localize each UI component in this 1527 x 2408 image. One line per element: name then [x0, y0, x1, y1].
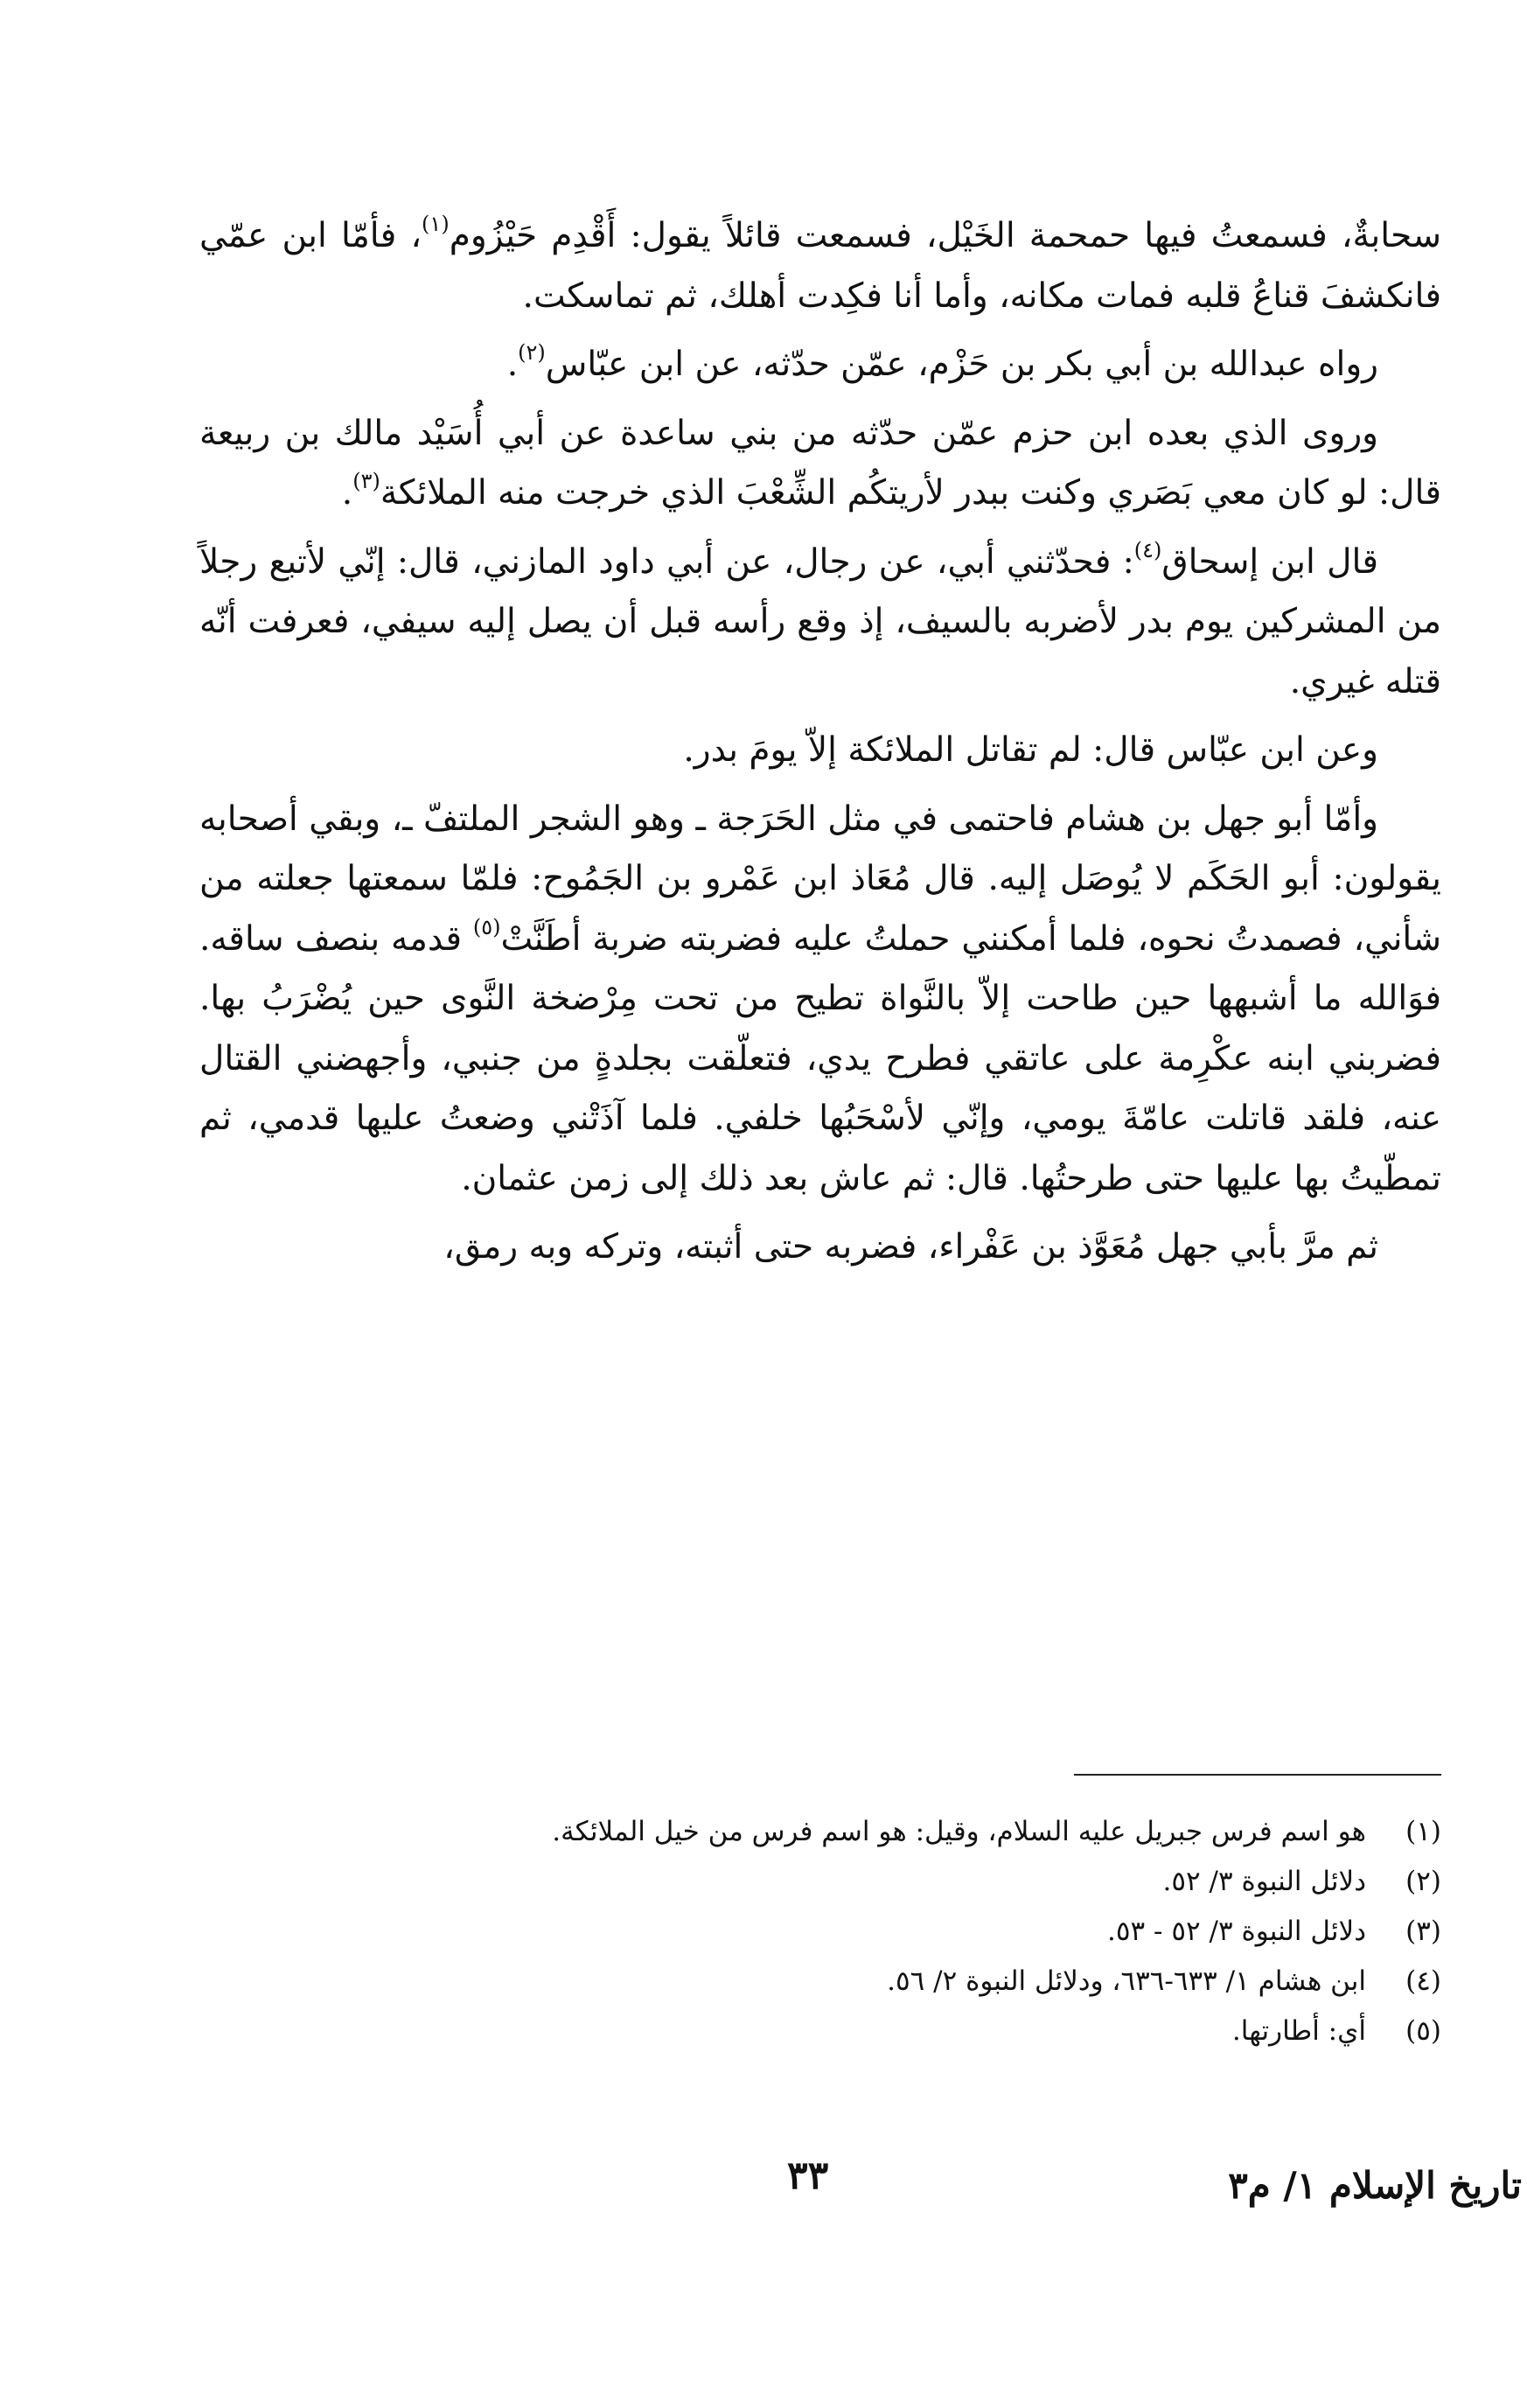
paragraph-text: . [506, 345, 519, 384]
paragraph-text: سحابةٌ، فسمعتُ فيها حمحمة الخَيْل، فسمعت قائلاً يقول: أَقْدِم حَيْزُوم [449, 216, 1441, 255]
paragraph [199, 404, 1441, 524]
paragraph [199, 721, 1441, 781]
paragraph-text: . [341, 473, 353, 513]
footnote-separator [1074, 1774, 1441, 1776]
footnote [199, 1957, 1441, 2007]
footnote [199, 1907, 1441, 1957]
footnote [199, 2007, 1441, 2056]
footnote [199, 1807, 1441, 1857]
footnote-ref[interactable]: (١) [422, 212, 450, 236]
paragraph [199, 206, 1441, 326]
footnote-text: ابن هشام ١/ ٦٣٣-٦٣٦، ودلائل النبوة ٢/ ٥٦. [887, 1965, 1366, 1997]
paragraph-text: وروى الذي بعده ابن حزم عمّن حدّثه من بني ساعدة عن أبي أُسَيْد مالك بن ربيعة قال: لو كان معي بَصَري وكنت ببدر لأريتكُم الشِّعْبَ الذي خرجت منه الملائكة [199, 413, 1441, 513]
paragraph [199, 533, 1441, 713]
footnote-number: (٣) [1405, 1916, 1441, 1947]
paragraph [199, 790, 1441, 1210]
paragraph-text: وأمّا أبو جهل بن هشام فاحتمى في مثل الحَرَجة ـ وهو الشجر الملتفّ ـ، وبقي أصحابه يقولون: أبو الحَكَم لا يُوصَل إليه. قال مُعَاذ ابن عَمْرو بن الجَمُوح: فلمّا سمعتها جعلته من شأني، فصمدتُ نحوه، فلما أمكنني حملتُ عليه فضربته ضربة أطَنَّتْ [199, 799, 1441, 959]
paragraph-text: قال ابن إسحاق [1161, 541, 1378, 582]
paragraph [199, 1218, 1441, 1278]
footnote-text: أي: أطارتها. [1231, 2015, 1366, 2047]
paragraph [199, 335, 1441, 395]
paragraph-text: ثم مرَّ بأبي جهل مُعَوَّذ بن عَفْراء، فضربه حتى أثبته، وتركه وبه رمق، [443, 1227, 1378, 1267]
footnote-ref[interactable]: (٢) [518, 340, 546, 365]
footnote [199, 1857, 1441, 1907]
footnote-number: (٢) [1405, 1866, 1441, 1897]
paragraph-text: قدمه بنصف ساقه. فوَالله ما أشبهها حين طاحت إلاّ بالنَّواة تطيح من تحت مِرْضخة النَّوى حين يُضْرَبُ بها. فضربني ابنه عكْرِمة على عاتقي فطرح يدي، فتعلّقت بجلدةٍ من جنبي، وأجهضني القتال عنه، فلقد قاتلت عامّةَ يومي، وإنّي لأسْحَبُها خلفي. فلما آذَتْني وضعتُ عليها قدمي، ثم تمطّيتُ بها عليها حتى طرحتُها. قال: ثم عاش بعد ذلك إلى زمن عثمان. [199, 918, 1441, 1198]
book-signature: تاريخ الإسلام ١/ م٣ [1228, 2164, 1522, 2207]
footnote-text: هو اسم فرس جبريل عليه السلام، وقيل: هو اسم فرس من خيل الملائكة. [552, 1816, 1366, 1847]
paragraph-text: : فحدّثني أبي، عن رجال، عن أبي داود المازني، قال: إنّي لأتبع رجلاً من المشركين يوم بدر لأضربه بالسيف، إذ وقع رأسه قبل أن يصل إليه سيفي، فعرفت أنّه قتله غيري. [199, 541, 1441, 701]
footnotes [199, 1807, 1441, 2056]
footnote-ref[interactable]: (٣) [352, 469, 380, 493]
footnote-text: دلائل النبوة ٣/ ٥٢ - ٥٣. [1107, 1916, 1366, 1947]
page-number: ٣٣ [787, 2153, 829, 2198]
footnote-number: (٥) [1405, 2015, 1441, 2047]
paragraph-text: رواه عبدالله بن أبي بكر بن حَزْم، عمّن حدّثه، عن ابن عبّاس [545, 345, 1378, 384]
footnote-text: دلائل النبوة ٣/ ٥٢. [1162, 1866, 1366, 1897]
footnote-number: (١) [1405, 1816, 1441, 1847]
paragraph-text: ، فأمّا ابن عمّي فانكشفَ قناعُ قلبه فمات مكانه، وأما أنا فكِدت أهلك، ثم تماسكت. [199, 216, 1441, 316]
paragraph-text: وعن ابن عبّاس قال: لم تقاتل الملائكة إلاّ يومَ بدر. [683, 730, 1378, 770]
footnote-ref[interactable]: (٥) [472, 914, 501, 939]
main-text [199, 206, 1441, 1287]
footnote-number: (٤) [1405, 1965, 1441, 1997]
footnote-ref[interactable]: (٤) [1133, 537, 1162, 562]
